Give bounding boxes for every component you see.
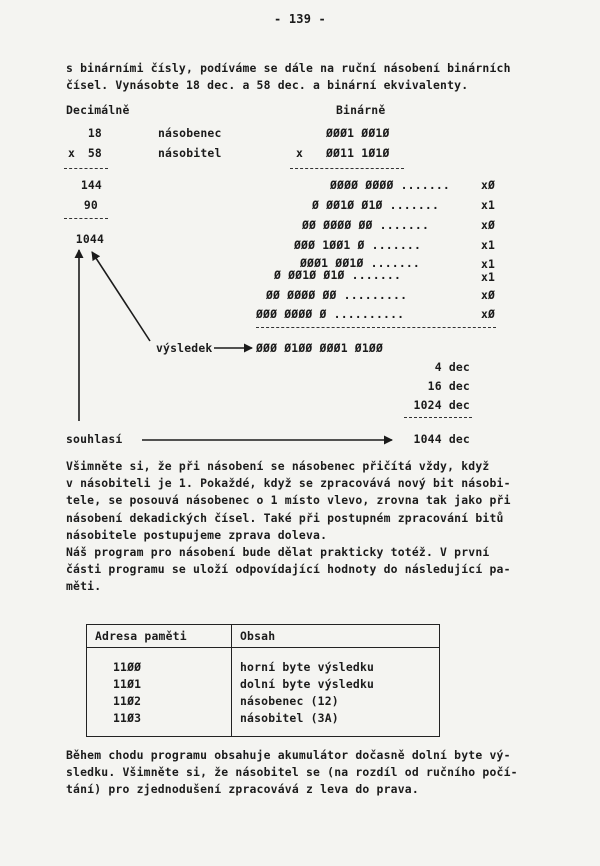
outro-paragraph [66,747,566,799]
text-line: násobitele postupujeme zprava doleva. [66,527,328,542]
partial-factor: x1 [481,270,496,284]
text-line: měti. [66,579,102,594]
address-cell: 11ØØ [87,658,232,675]
table-header-row [87,625,440,648]
partial-dots: ....... [393,178,450,192]
agree-label: souhlasí [66,432,123,446]
text-line: čísel. Vynásobte 18 dec. a 58 dec. a binární ekvivalenty. [66,78,469,93]
decimal-header: Decimálně [66,103,130,117]
partial-factor: x1 [481,257,496,271]
text-line: Během chodu programu obsahuje akumulátor dočasně dolní byte vý- [66,748,511,762]
partial-dots: .......... [326,307,405,321]
text-line: části programu se uloží odpovídající hodnoty do následující pa- [66,562,511,577]
partial-dots: ....... [344,268,402,282]
table-row [87,658,440,675]
text-line: násobení dekadických čísel. Také při postupném zpracování bitů [66,510,504,525]
decimal-sum-term: 1024 dec [413,398,470,412]
partial-factor: xØ [481,288,496,302]
content-cell: horní byte výsledku [240,659,375,674]
body-paragraph [66,458,566,596]
address-cell: 11Ø2 [87,692,232,709]
partial-factor: xØ [481,178,496,192]
multiplier-label: násobitel [158,146,222,160]
page-number: - 139 - [274,12,326,26]
text-line: Náš program pro násobení bude dělat prakticky totéž. V první [66,545,490,560]
partial-bits: ØØ ØØØØ ØØ [266,288,337,302]
binary-header: Binárně [336,103,386,117]
content-cell: násobitel (3A) [240,710,339,725]
content-cell: násobenec (12) [240,693,339,708]
partial-factor: xØ [481,307,496,321]
result-binary: ØØØ Ø1ØØ ØØØ1 Ø1ØØ [256,341,384,355]
decimal-multiplier: 58 [87,146,102,160]
partial-dots: ......... [336,288,408,302]
multiplicand-label: násobenec [158,126,222,140]
column-header: Adresa paměti [87,625,232,648]
decimal-multiplicand: 18 [87,126,102,140]
partial-dots: ....... [382,198,440,212]
decimal-sum-term: 16 dec [427,379,470,393]
result-arrow-diagonal [92,252,150,341]
result-label: výsledek [156,341,213,355]
partial-bits: ØØØ 1ØØ1 Ø [294,238,365,252]
text-line: tele, se posouvá násobenec o 1 místo vlevo, zrovna tak jako při [66,493,511,508]
memory-table [86,624,440,737]
binary-times-sign: x [296,146,304,160]
partial-bits: ØØ ØØØØ ØØ [302,218,373,232]
binary-multiplicand: ØØØ1 ØØ1Ø [326,126,390,140]
partial-bits: Ø ØØ1Ø Ø1Ø [312,198,383,212]
table-row [87,692,440,709]
decimal-times-sign: x [68,146,76,160]
decimal-partial: 90 [83,198,98,212]
partial-bits: Ø ØØ1Ø Ø1Ø [274,268,345,282]
partial-dots: ....... [363,256,420,270]
table-row [87,675,440,692]
text-line: tání) pro zjednodušení zpracovává z leva do prava. [66,782,419,797]
partial-factor: x1 [481,198,496,212]
decimal-partial: 144 [80,178,102,192]
decimal-sum-term: 4 dec [434,360,470,374]
agree-value: 1044 dec [413,432,470,446]
partial-factor: xØ [481,218,496,232]
decimal-result: 1044 [75,232,104,246]
binary-multiplier: ØØ11 1Ø1Ø [326,146,390,160]
address-cell: 11Ø3 [87,709,232,726]
content-cell: dolní byte výsledku [240,676,375,691]
partial-dots: ....... [364,238,422,252]
text-line: sledku. Všimněte si, že násobitel se (na rozdíl od ručního počí- [66,765,518,780]
partial-bits: ØØØ ØØØØ Ø [256,307,327,321]
address-cell: 11Ø1 [87,675,232,692]
partial-factor: x1 [481,238,496,252]
text-line: s binárními čísly, podíváme se dále na ruční násobení binárních [66,61,511,75]
text-line: Všimněte si, že při násobení se násobenec přičítá vždy, když [66,459,490,473]
partial-dots: ....... [372,218,430,232]
partial-bits: ØØØØ ØØØØ [330,178,394,192]
column-header: Obsah [232,625,440,648]
table-row [87,709,440,726]
text-line: v násobiteli je 1. Pokaždé, když se zpracovává nový bit násobi- [66,476,511,491]
partial-bits: ØØØ1 ØØ1Ø [300,256,364,270]
